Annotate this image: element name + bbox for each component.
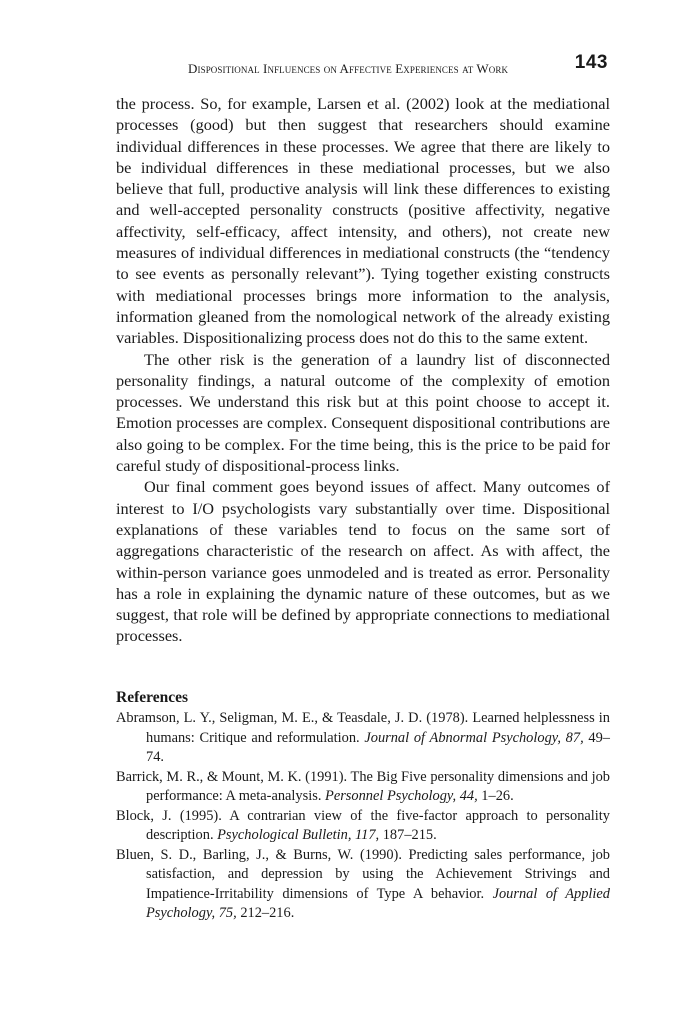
reference-authors: Abramson, L. Y., Seligman, M. E., & Teasdale, J. D. (1978). Learned helplessness in humans: Critique and reformulation. — [116, 710, 610, 746]
running-head — [188, 52, 608, 78]
references-heading: References — [116, 689, 189, 706]
reference-authors: Barrick, M. R., & Mount, M. K. (1991). The Big Five personality dimensions and job performance: A meta-analysis. — [116, 768, 610, 804]
paragraph-1: the process. So, for example, Larsen et al. (2002) look at the mediational processes (good) but then suggest that researchers should examine individual differences in these processes. We agree that there are likely to be individual differences in these mediational processes, but we also believe that full, productive analysis will link these differences to existing and well-accepted personality constructs (positive affectivity, negative affectivity, self-efficacy, affect intensity, and others), not create new measures of individual differences in mediational constructs (the “tendency to see events as personally relevant”). Tying together existing constructs with mediational processes brings more information to the analysis, information gleaned from the nomological network of the already existing variables. Dispositionalizing process does not do this to the same extent. — [116, 94, 610, 348]
reference-entry — [116, 807, 610, 846]
reference-pages: 1–26. — [477, 788, 514, 804]
references-section — [116, 688, 610, 924]
running-head-title: Dispositional Influences on Affective Experiences at Work — [188, 61, 509, 76]
reference-authors: Bluen, S. D., Barling, J., & Burns, W. (1990). Predicting sales performance, job satisfaction, and depression by using the Achievement Strivings and Impatience-Irritability dimensions of Type A behavior. — [116, 846, 610, 902]
reference-entry — [116, 709, 610, 768]
reference-pages: 187–215. — [379, 827, 437, 843]
reference-journal: Psychological Bulletin, 117, — [217, 827, 380, 843]
reference-journal: Journal of Applied Psychology, 75, — [146, 885, 611, 921]
paragraph-3: Our final comment goes beyond issues of affect. Many outcomes of interest to I/O psychologists vary substantially over time. Dispositional explanations of these variables tend to focus on the same sort of aggregations characteristic of the research on affect. As with affect, the within-person variance goes unmodeled and is treated as error. Personality has a role in explaining the dynamic nature of these outcomes, but as we suggest, that role will be defined by appropriate connections to mediational processes. — [116, 477, 610, 646]
reference-journal: Journal of Abnormal Psychology, 87, — [364, 729, 584, 746]
reference-pages: 49–74. — [146, 729, 610, 765]
page-number: 143 — [574, 52, 608, 73]
reference-journal: Personnel Psychology, 44, — [325, 788, 478, 804]
reference-entry — [116, 768, 610, 807]
body-text — [116, 93, 610, 647]
reference-pages: 212–216. — [236, 905, 295, 921]
reference-entry — [116, 846, 610, 924]
paragraph-2: The other risk is the generation of a laundry list of disconnected personality findings, a natural outcome of the complexity of emotion processes. We understand this risk but at this point choose to accept it. Emotion processes are complex. Consequent dispositional contributions are also going to be complex. For the time being, this is the price to be paid for careful study of dispositional-process links. — [116, 349, 610, 476]
reference-authors: Block, J. (1995). A contrarian view of the five-factor approach to personality description. — [116, 807, 610, 843]
